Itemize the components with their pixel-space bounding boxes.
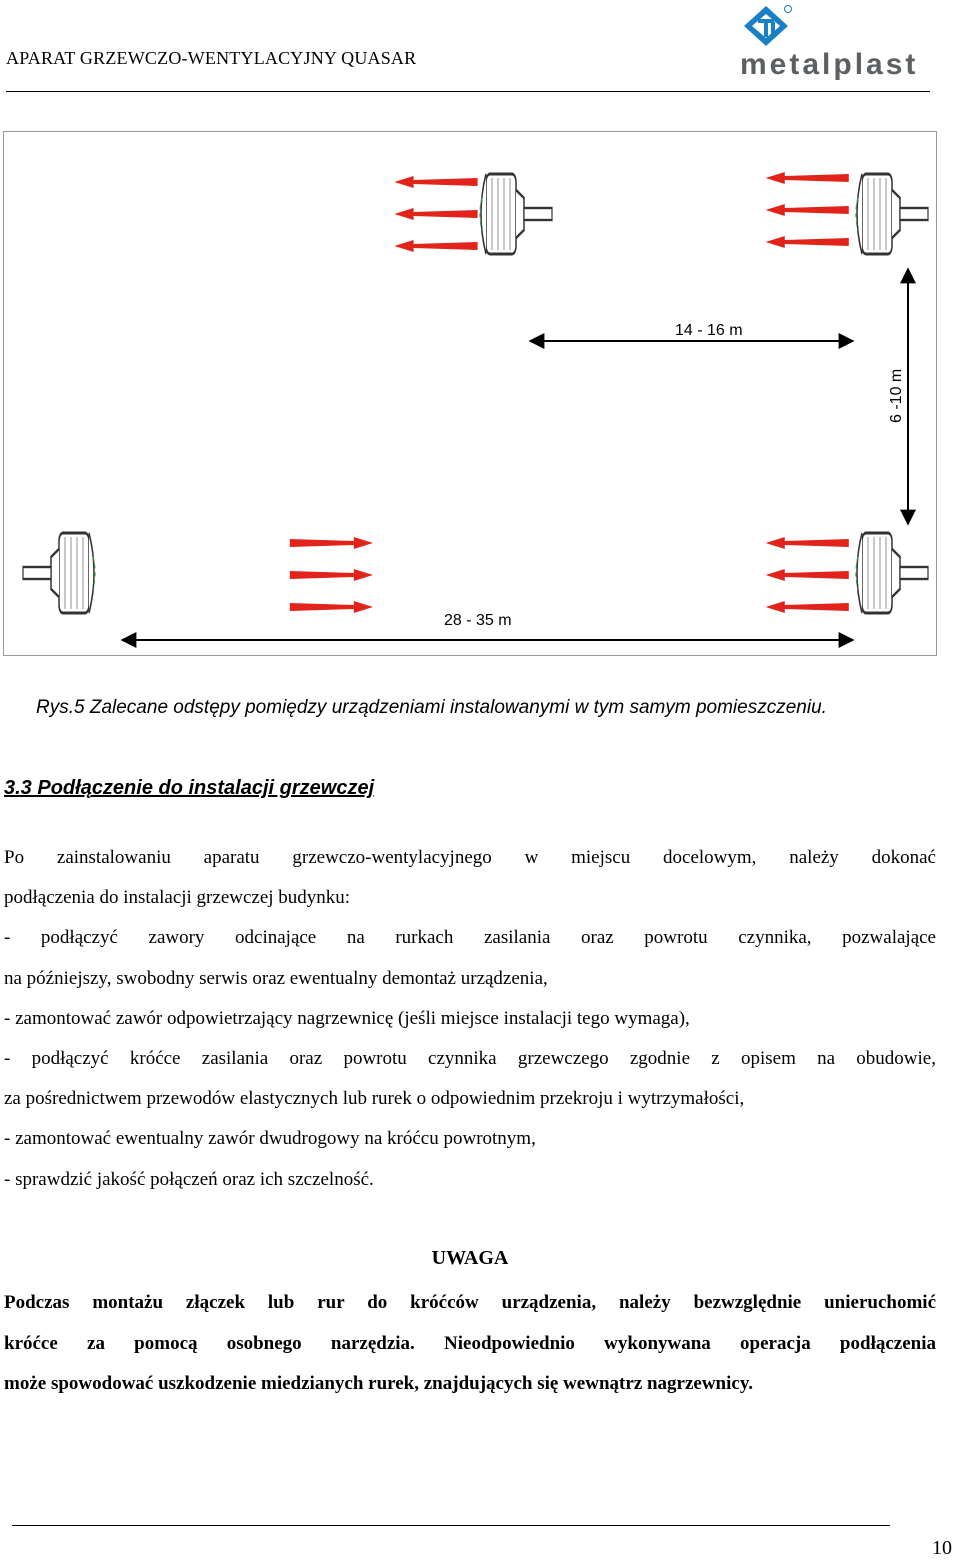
page-number: 10	[932, 1537, 952, 1559]
body-line: - podłączyć króćce zasilania oraz powrotu czynnika grzewczego zgodnie z opisem na obudowie,	[4, 1048, 936, 1070]
document-header-title: APARAT GRZEWCZO-WENTYLACYJNY QUASAR	[6, 48, 417, 68]
section-body	[4, 838, 936, 1200]
body-line: - zamontować zawór odpowietrzający nagrzewnicę (jeśli miejsce instalacji tego wymaga),	[4, 1007, 690, 1029]
heater-bottom-right	[856, 533, 928, 613]
body-line: na późniejszy, swobodny serwis oraz ewentualny demontaż urządzenia,	[4, 967, 548, 989]
heater-top-middle	[480, 174, 552, 254]
body-line: za pośrednictwem przewodów elastycznych lub rurek o odpowiednim przekroju i wytrzymałości,	[4, 1088, 745, 1110]
section-title: 3.3 Podłączenie do instalacji grzewczej	[4, 777, 375, 799]
warning-line: Podczas montażu złączek lub rur do króćców urządzenia, należy bezwzględnie unieruchomić	[4, 1292, 936, 1313]
body-line: - zamontować ewentualny zawór dwudrogowy na króćcu powrotnym,	[4, 1128, 536, 1150]
heater-bottom-left	[23, 533, 95, 613]
body-line: - sprawdzić jakość połączeń oraz ich szczelność.	[4, 1168, 374, 1190]
arrows-bottom-left	[290, 537, 373, 613]
dimension-label-bottom: 28 - 35 m	[444, 612, 512, 629]
arrows-bottom-right	[766, 537, 849, 613]
header-divider	[6, 91, 930, 92]
logo-wordmark: metalplast	[740, 48, 919, 81]
body-line: podłączenia do instalacji grzewczej budynku:	[4, 887, 351, 909]
body-line: Po zainstalowaniu aparatu grzewczo-wentylacyjnego w miejscu docelowym, należy dokonać	[4, 847, 936, 868]
body-line: - podłączyć zawory odcinające na rurkach zasilania oraz powrotu czynnika, pozwalające	[4, 927, 936, 949]
heater-spacing-diagram	[3, 131, 937, 656]
footer-divider	[12, 1525, 890, 1526]
dimension-label-vertical: 6 -10 m	[888, 368, 905, 423]
warning-title: UWAGA	[431, 1247, 509, 1269]
warning-line: króćce za pomocą osobnego narzędzia. Nieodpowiednio wykonywana operacja podłączenia	[4, 1332, 936, 1354]
arrows-top-right	[766, 172, 849, 248]
figure-caption: Rys.5 Zalecane odstępy pomiędzy urządzeniami instalowanymi w tym samym pomieszczeniu.	[36, 697, 827, 718]
warning-line: może spowodować uszkodzenie miedzianych rurek, znajdujących się wewnątrz nagrzewnicy.	[4, 1373, 754, 1394]
heater-top-right	[856, 174, 928, 254]
arrows-top-middle	[394, 176, 477, 252]
dimension-label-top: 14 - 16 m	[675, 322, 743, 339]
warning-body	[4, 1283, 936, 1405]
